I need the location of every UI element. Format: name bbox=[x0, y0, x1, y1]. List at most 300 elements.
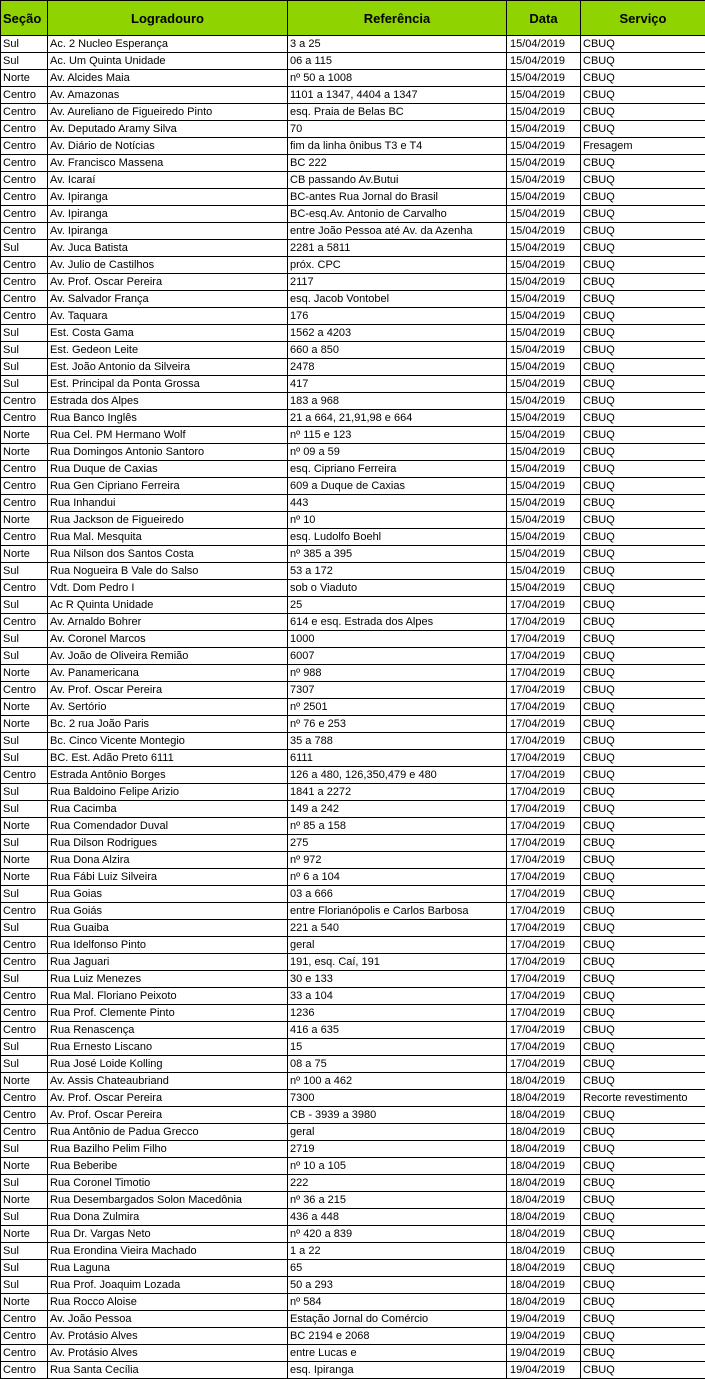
cell-secao: Centro bbox=[1, 393, 48, 410]
cell-secao: Norte bbox=[1, 512, 48, 529]
cell-data: 18/04/2019 bbox=[507, 1124, 581, 1141]
cell-logradouro: Rua Rocco Aloise bbox=[48, 1294, 288, 1311]
cell-secao: Sul bbox=[1, 971, 48, 988]
cell-logradouro: Av. Ipiranga bbox=[48, 189, 288, 206]
cell-servico: CBUQ bbox=[581, 121, 705, 138]
cell-servico: CBUQ bbox=[581, 1277, 705, 1294]
cell-data: 15/04/2019 bbox=[507, 155, 581, 172]
table-row bbox=[1, 954, 705, 971]
cell-data: 15/04/2019 bbox=[507, 546, 581, 563]
table-row bbox=[1, 478, 705, 495]
cell-servico: CBUQ bbox=[581, 529, 705, 546]
cell-data: 18/04/2019 bbox=[507, 1294, 581, 1311]
cell-secao: Sul bbox=[1, 325, 48, 342]
table-row bbox=[1, 427, 705, 444]
cell-referencia: esq. Cipriano Ferreira bbox=[288, 461, 507, 478]
cell-referencia: esq. Jacob Vontobel bbox=[288, 291, 507, 308]
cell-logradouro: Av. Deputado Aramy Silva bbox=[48, 121, 288, 138]
table-row bbox=[1, 1158, 705, 1175]
table-row bbox=[1, 920, 705, 937]
cell-data: 15/04/2019 bbox=[507, 376, 581, 393]
table-row bbox=[1, 1107, 705, 1124]
cell-secao: Centro bbox=[1, 410, 48, 427]
cell-secao: Norte bbox=[1, 852, 48, 869]
cell-servico: CBUQ bbox=[581, 971, 705, 988]
cell-data: 18/04/2019 bbox=[507, 1107, 581, 1124]
table-row bbox=[1, 682, 705, 699]
cell-referencia: 275 bbox=[288, 835, 507, 852]
cell-secao: Centro bbox=[1, 87, 48, 104]
cell-logradouro: Av. Ipiranga bbox=[48, 223, 288, 240]
cell-logradouro: Rua Renascença bbox=[48, 1022, 288, 1039]
cell-logradouro: Av. Diário de Notícias bbox=[48, 138, 288, 155]
cell-secao: Centro bbox=[1, 1124, 48, 1141]
cell-referencia: 2719 bbox=[288, 1141, 507, 1158]
cell-servico: CBUQ bbox=[581, 1328, 705, 1345]
cell-secao: Sul bbox=[1, 648, 48, 665]
cell-servico: CBUQ bbox=[581, 223, 705, 240]
table-row bbox=[1, 393, 705, 410]
cell-servico: CBUQ bbox=[581, 954, 705, 971]
cell-data: 15/04/2019 bbox=[507, 172, 581, 189]
cell-data: 17/04/2019 bbox=[507, 818, 581, 835]
cell-servico: CBUQ bbox=[581, 1039, 705, 1056]
cell-servico: CBUQ bbox=[581, 631, 705, 648]
cell-logradouro: Av. Arnaldo Bohrer bbox=[48, 614, 288, 631]
cell-logradouro: Rua Mal. Floriano Peixoto bbox=[48, 988, 288, 1005]
cell-data: 15/04/2019 bbox=[507, 461, 581, 478]
cell-logradouro: Rua Baldoino Felipe Arizio bbox=[48, 784, 288, 801]
cell-servico: CBUQ bbox=[581, 274, 705, 291]
cell-secao: Norte bbox=[1, 716, 48, 733]
cell-servico: CBUQ bbox=[581, 1056, 705, 1073]
cell-servico: CBUQ bbox=[581, 410, 705, 427]
cell-servico: CBUQ bbox=[581, 733, 705, 750]
cell-data: 17/04/2019 bbox=[507, 954, 581, 971]
cell-data: 18/04/2019 bbox=[507, 1158, 581, 1175]
table-row bbox=[1, 716, 705, 733]
cell-referencia: 2478 bbox=[288, 359, 507, 376]
cell-referencia: 222 bbox=[288, 1175, 507, 1192]
table-row bbox=[1, 767, 705, 784]
cell-servico: CBUQ bbox=[581, 546, 705, 563]
cell-servico: CBUQ bbox=[581, 869, 705, 886]
cell-referencia: CB passando Av.Butui bbox=[288, 172, 507, 189]
cell-secao: Centro bbox=[1, 682, 48, 699]
cell-referencia: 06 a 115 bbox=[288, 53, 507, 70]
cell-referencia: nº 988 bbox=[288, 665, 507, 682]
cell-secao: Sul bbox=[1, 1260, 48, 1277]
cell-referencia: 1841 a 2272 bbox=[288, 784, 507, 801]
cell-secao: Centro bbox=[1, 155, 48, 172]
cell-logradouro: Av. Icaraí bbox=[48, 172, 288, 189]
cell-servico: CBUQ bbox=[581, 1362, 705, 1379]
cell-servico: CBUQ bbox=[581, 903, 705, 920]
cell-referencia: 609 a Duque de Caxias bbox=[288, 478, 507, 495]
cell-data: 17/04/2019 bbox=[507, 1005, 581, 1022]
cell-secao: Sul bbox=[1, 1056, 48, 1073]
cell-servico: CBUQ bbox=[581, 444, 705, 461]
cell-servico: CBUQ bbox=[581, 478, 705, 495]
cell-data: 17/04/2019 bbox=[507, 767, 581, 784]
cell-referencia: 417 bbox=[288, 376, 507, 393]
cell-secao: Sul bbox=[1, 342, 48, 359]
cell-logradouro: Rua Goias bbox=[48, 886, 288, 903]
cell-secao: Sul bbox=[1, 563, 48, 580]
table-row bbox=[1, 308, 705, 325]
cell-secao: Centro bbox=[1, 1362, 48, 1379]
table-row bbox=[1, 563, 705, 580]
cell-data: 15/04/2019 bbox=[507, 240, 581, 257]
cell-servico: CBUQ bbox=[581, 1311, 705, 1328]
cell-logradouro: Rua Laguna bbox=[48, 1260, 288, 1277]
cell-logradouro: Rua Mal. Mesquita bbox=[48, 529, 288, 546]
cell-servico: CBUQ bbox=[581, 495, 705, 512]
table-row bbox=[1, 750, 705, 767]
cell-referencia: 1000 bbox=[288, 631, 507, 648]
table-row bbox=[1, 801, 705, 818]
table-row bbox=[1, 53, 705, 70]
cell-secao: Norte bbox=[1, 546, 48, 563]
cell-data: 15/04/2019 bbox=[507, 291, 581, 308]
cell-logradouro: Ac. Um Quinta Unidade bbox=[48, 53, 288, 70]
cell-data: 17/04/2019 bbox=[507, 920, 581, 937]
cell-referencia: 614 e esq. Estrada dos Alpes bbox=[288, 614, 507, 631]
cell-data: 15/04/2019 bbox=[507, 257, 581, 274]
cell-referencia: nº 36 a 215 bbox=[288, 1192, 507, 1209]
cell-secao: Centro bbox=[1, 138, 48, 155]
table-row bbox=[1, 1056, 705, 1073]
cell-logradouro: Rua Erondina Vieira Machado bbox=[48, 1243, 288, 1260]
cell-referencia: 149 a 242 bbox=[288, 801, 507, 818]
cell-referencia: nº 584 bbox=[288, 1294, 507, 1311]
cell-data: 17/04/2019 bbox=[507, 852, 581, 869]
cell-data: 17/04/2019 bbox=[507, 716, 581, 733]
cell-data: 17/04/2019 bbox=[507, 1039, 581, 1056]
cell-referencia: CB - 3939 a 3980 bbox=[288, 1107, 507, 1124]
cell-referencia: 33 a 104 bbox=[288, 988, 507, 1005]
cell-secao: Sul bbox=[1, 801, 48, 818]
cell-data: 17/04/2019 bbox=[507, 682, 581, 699]
cell-referencia: nº 972 bbox=[288, 852, 507, 869]
cell-secao: Sul bbox=[1, 1175, 48, 1192]
cell-referencia: 1562 a 4203 bbox=[288, 325, 507, 342]
cell-secao: Centro bbox=[1, 478, 48, 495]
cell-referencia: 6111 bbox=[288, 750, 507, 767]
cell-logradouro: Av. Amazonas bbox=[48, 87, 288, 104]
table-row bbox=[1, 869, 705, 886]
cell-servico: CBUQ bbox=[581, 104, 705, 121]
cell-referencia: 50 a 293 bbox=[288, 1277, 507, 1294]
cell-data: 15/04/2019 bbox=[507, 444, 581, 461]
cell-secao: Centro bbox=[1, 461, 48, 478]
cell-secao: Sul bbox=[1, 750, 48, 767]
cell-logradouro: Rua Dona Alzira bbox=[48, 852, 288, 869]
cell-referencia: nº 2501 bbox=[288, 699, 507, 716]
cell-logradouro: Av. Ipiranga bbox=[48, 206, 288, 223]
cell-secao: Centro bbox=[1, 189, 48, 206]
cell-logradouro: BC. Est. Adão Preto 6111 bbox=[48, 750, 288, 767]
cell-secao: Centro bbox=[1, 767, 48, 784]
cell-referencia: 25 bbox=[288, 597, 507, 614]
cell-data: 18/04/2019 bbox=[507, 1073, 581, 1090]
table-row bbox=[1, 1209, 705, 1226]
cell-data: 15/04/2019 bbox=[507, 495, 581, 512]
cell-servico: CBUQ bbox=[581, 393, 705, 410]
cell-secao: Centro bbox=[1, 308, 48, 325]
cell-data: 15/04/2019 bbox=[507, 478, 581, 495]
cell-secao: Centro bbox=[1, 104, 48, 121]
cell-secao: Centro bbox=[1, 1345, 48, 1362]
table-row bbox=[1, 614, 705, 631]
cell-referencia: 53 a 172 bbox=[288, 563, 507, 580]
cell-servico: CBUQ bbox=[581, 70, 705, 87]
cell-secao: Sul bbox=[1, 359, 48, 376]
table-row bbox=[1, 172, 705, 189]
header-row bbox=[1, 1, 705, 36]
cell-data: 15/04/2019 bbox=[507, 206, 581, 223]
cell-servico: CBUQ bbox=[581, 886, 705, 903]
cell-secao: Centro bbox=[1, 121, 48, 138]
cell-secao: Centro bbox=[1, 1022, 48, 1039]
cell-secao: Centro bbox=[1, 614, 48, 631]
cell-logradouro: Av. Assis Chateaubriand bbox=[48, 1073, 288, 1090]
cell-secao: Sul bbox=[1, 1277, 48, 1294]
cell-referencia: 6007 bbox=[288, 648, 507, 665]
cell-secao: Centro bbox=[1, 937, 48, 954]
cell-secao: Sul bbox=[1, 1209, 48, 1226]
cell-logradouro: Rua Prof. Joaquim Lozada bbox=[48, 1277, 288, 1294]
cell-logradouro: Rua Nogueira B Vale do Salso bbox=[48, 563, 288, 580]
cell-secao: Sul bbox=[1, 920, 48, 937]
cell-logradouro: Rua Dr. Vargas Neto bbox=[48, 1226, 288, 1243]
cell-referencia: próx. CPC bbox=[288, 257, 507, 274]
cell-servico: CBUQ bbox=[581, 1141, 705, 1158]
cell-servico: CBUQ bbox=[581, 784, 705, 801]
table-row bbox=[1, 1073, 705, 1090]
table-row bbox=[1, 1175, 705, 1192]
table-row bbox=[1, 886, 705, 903]
cell-data: 18/04/2019 bbox=[507, 1192, 581, 1209]
cell-servico: CBUQ bbox=[581, 342, 705, 359]
cell-data: 15/04/2019 bbox=[507, 529, 581, 546]
table-row bbox=[1, 665, 705, 682]
cell-data: 19/04/2019 bbox=[507, 1345, 581, 1362]
cell-referencia: nº 10 bbox=[288, 512, 507, 529]
cell-servico: Fresagem bbox=[581, 138, 705, 155]
cell-secao: Centro bbox=[1, 1107, 48, 1124]
cell-logradouro: Rua José Loide Kolling bbox=[48, 1056, 288, 1073]
cell-logradouro: Ac R Quinta Unidade bbox=[48, 597, 288, 614]
cell-logradouro: Rua Beberibe bbox=[48, 1158, 288, 1175]
cell-data: 15/04/2019 bbox=[507, 393, 581, 410]
cell-logradouro: Estrada dos Alpes bbox=[48, 393, 288, 410]
cell-logradouro: Rua Jackson de Figueiredo bbox=[48, 512, 288, 529]
cell-referencia: BC 222 bbox=[288, 155, 507, 172]
cell-referencia: esq. Praia de Belas BC bbox=[288, 104, 507, 121]
cell-referencia: 30 e 133 bbox=[288, 971, 507, 988]
table-row bbox=[1, 988, 705, 1005]
cell-secao: Centro bbox=[1, 1090, 48, 1107]
cell-servico: CBUQ bbox=[581, 359, 705, 376]
cell-data: 17/04/2019 bbox=[507, 937, 581, 954]
cell-servico: CBUQ bbox=[581, 1124, 705, 1141]
header-logradouro: Logradouro bbox=[48, 1, 288, 36]
cell-data: 17/04/2019 bbox=[507, 971, 581, 988]
cell-secao: Norte bbox=[1, 1226, 48, 1243]
cell-logradouro: Rua Idelfonso Pinto bbox=[48, 937, 288, 954]
cell-referencia: 436 a 448 bbox=[288, 1209, 507, 1226]
table-row bbox=[1, 1311, 705, 1328]
cell-data: 17/04/2019 bbox=[507, 631, 581, 648]
cell-secao: Centro bbox=[1, 529, 48, 546]
cell-logradouro: Rua Nilson dos Santos Costa bbox=[48, 546, 288, 563]
table-row bbox=[1, 121, 705, 138]
cell-servico: CBUQ bbox=[581, 1073, 705, 1090]
cell-servico: CBUQ bbox=[581, 801, 705, 818]
cell-servico: CBUQ bbox=[581, 1158, 705, 1175]
header-referencia: Referência bbox=[288, 1, 507, 36]
cell-data: 19/04/2019 bbox=[507, 1328, 581, 1345]
cell-referencia: 416 a 635 bbox=[288, 1022, 507, 1039]
cell-referencia: 176 bbox=[288, 308, 507, 325]
cell-referencia: 70 bbox=[288, 121, 507, 138]
cell-referencia: esq. Ludolfo Boehl bbox=[288, 529, 507, 546]
table-row bbox=[1, 835, 705, 852]
cell-data: 17/04/2019 bbox=[507, 648, 581, 665]
cell-logradouro: Est. Gedeon Leite bbox=[48, 342, 288, 359]
cell-logradouro: Rua Antônio de Padua Grecco bbox=[48, 1124, 288, 1141]
cell-servico: CBUQ bbox=[581, 1294, 705, 1311]
cell-data: 18/04/2019 bbox=[507, 1226, 581, 1243]
cell-data: 17/04/2019 bbox=[507, 750, 581, 767]
cell-servico: CBUQ bbox=[581, 172, 705, 189]
cell-referencia: esq. Ipiranga bbox=[288, 1362, 507, 1379]
cell-logradouro: Rua Santa Cecília bbox=[48, 1362, 288, 1379]
cell-servico: CBUQ bbox=[581, 1175, 705, 1192]
cell-logradouro: Av. Prof. Oscar Pereira bbox=[48, 682, 288, 699]
cell-secao: Centro bbox=[1, 291, 48, 308]
table-row bbox=[1, 240, 705, 257]
cell-logradouro: Rua Banco Inglês bbox=[48, 410, 288, 427]
cell-servico: Recorte revestimento bbox=[581, 1090, 705, 1107]
cell-logradouro: Rua Cel. PM Hermano Wolf bbox=[48, 427, 288, 444]
cell-data: 18/04/2019 bbox=[507, 1209, 581, 1226]
cell-data: 18/04/2019 bbox=[507, 1243, 581, 1260]
cell-referencia: 443 bbox=[288, 495, 507, 512]
cell-secao: Norte bbox=[1, 70, 48, 87]
cell-logradouro: Av. Taquara bbox=[48, 308, 288, 325]
cell-logradouro: Av. Protásio Alves bbox=[48, 1328, 288, 1345]
table-row bbox=[1, 1226, 705, 1243]
cell-data: 17/04/2019 bbox=[507, 801, 581, 818]
cell-referencia: 1236 bbox=[288, 1005, 507, 1022]
cell-data: 15/04/2019 bbox=[507, 189, 581, 206]
cell-secao: Sul bbox=[1, 631, 48, 648]
cell-secao: Sul bbox=[1, 1039, 48, 1056]
cell-servico: CBUQ bbox=[581, 155, 705, 172]
cell-logradouro: Rua Bazilho Pelim Filho bbox=[48, 1141, 288, 1158]
cell-servico: CBUQ bbox=[581, 240, 705, 257]
table-row bbox=[1, 36, 705, 53]
cell-logradouro: Av. João de Oliveira Remião bbox=[48, 648, 288, 665]
cell-servico: CBUQ bbox=[581, 665, 705, 682]
table-row bbox=[1, 971, 705, 988]
cell-servico: CBUQ bbox=[581, 699, 705, 716]
cell-referencia: nº 420 a 839 bbox=[288, 1226, 507, 1243]
cell-referencia: 126 a 480, 126,350,479 e 480 bbox=[288, 767, 507, 784]
table-row bbox=[1, 580, 705, 597]
cell-servico: CBUQ bbox=[581, 1209, 705, 1226]
cell-servico: CBUQ bbox=[581, 716, 705, 733]
cell-secao: Norte bbox=[1, 869, 48, 886]
cell-servico: CBUQ bbox=[581, 1243, 705, 1260]
cell-secao: Norte bbox=[1, 444, 48, 461]
cell-secao: Norte bbox=[1, 1158, 48, 1175]
table-row bbox=[1, 818, 705, 835]
table-row bbox=[1, 104, 705, 121]
cell-servico: CBUQ bbox=[581, 308, 705, 325]
cell-servico: CBUQ bbox=[581, 257, 705, 274]
cell-data: 15/04/2019 bbox=[507, 342, 581, 359]
cell-servico: CBUQ bbox=[581, 818, 705, 835]
cell-logradouro: Av. Prof. Oscar Pereira bbox=[48, 1090, 288, 1107]
cell-servico: CBUQ bbox=[581, 988, 705, 1005]
cell-secao: Centro bbox=[1, 903, 48, 920]
cell-referencia: nº 385 a 395 bbox=[288, 546, 507, 563]
cell-logradouro: Rua Comendador Duval bbox=[48, 818, 288, 835]
cell-servico: CBUQ bbox=[581, 291, 705, 308]
cell-referencia: nº 115 e 123 bbox=[288, 427, 507, 444]
cell-data: 19/04/2019 bbox=[507, 1311, 581, 1328]
table-row bbox=[1, 733, 705, 750]
cell-logradouro: Vdt. Dom Pedro I bbox=[48, 580, 288, 597]
cell-logradouro: Rua Gen Cipriano Ferreira bbox=[48, 478, 288, 495]
cell-logradouro: Av. Sertório bbox=[48, 699, 288, 716]
cell-referencia: BC 2194 e 2068 bbox=[288, 1328, 507, 1345]
table-row bbox=[1, 784, 705, 801]
cell-referencia: 21 a 664, 21,91,98 e 664 bbox=[288, 410, 507, 427]
table-row bbox=[1, 1022, 705, 1039]
cell-logradouro: Av. Protásio Alves bbox=[48, 1345, 288, 1362]
cell-servico: CBUQ bbox=[581, 1022, 705, 1039]
cell-servico: CBUQ bbox=[581, 767, 705, 784]
cell-servico: CBUQ bbox=[581, 1260, 705, 1277]
cell-data: 17/04/2019 bbox=[507, 988, 581, 1005]
cell-referencia: 2281 a 5811 bbox=[288, 240, 507, 257]
cell-logradouro: Av. Prof. Oscar Pereira bbox=[48, 1107, 288, 1124]
cell-secao: Centro bbox=[1, 1005, 48, 1022]
cell-logradouro: Rua Ernesto Liscano bbox=[48, 1039, 288, 1056]
table-row bbox=[1, 325, 705, 342]
cell-secao: Sul bbox=[1, 1141, 48, 1158]
cell-secao: Centro bbox=[1, 172, 48, 189]
cell-referencia: 08 a 75 bbox=[288, 1056, 507, 1073]
cell-referencia: 65 bbox=[288, 1260, 507, 1277]
cell-servico: CBUQ bbox=[581, 325, 705, 342]
cell-data: 15/04/2019 bbox=[507, 87, 581, 104]
cell-secao: Centro bbox=[1, 580, 48, 597]
cell-secao: Norte bbox=[1, 818, 48, 835]
cell-referencia: 7307 bbox=[288, 682, 507, 699]
cell-data: 18/04/2019 bbox=[507, 1090, 581, 1107]
cell-data: 18/04/2019 bbox=[507, 1141, 581, 1158]
cell-data: 15/04/2019 bbox=[507, 36, 581, 53]
table-row bbox=[1, 648, 705, 665]
table-row bbox=[1, 291, 705, 308]
cell-logradouro: Rua Dilson Rodrigues bbox=[48, 835, 288, 852]
cell-logradouro: Rua Prof. Clemente Pinto bbox=[48, 1005, 288, 1022]
